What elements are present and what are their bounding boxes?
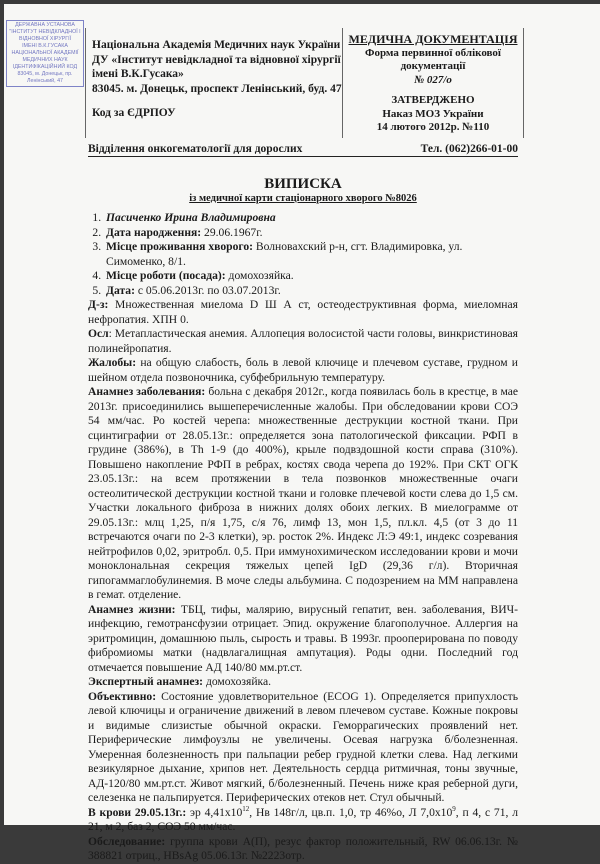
diagnosis (88, 298, 518, 327)
complaints (88, 356, 518, 385)
form-number: № 027/о (414, 73, 452, 86)
section-label: Объективно: (88, 689, 157, 703)
stamp-line: ДЕРЖАВНА УСТАНОВА (15, 22, 75, 28)
section-text: : Метапластическая анемия. Аллопеция волосистой части головы, винкристиновая полинейропатия. (88, 327, 518, 355)
life-history (88, 603, 518, 676)
stamp-line: 83045, м. Донецьк, пр. Ленінський, 47 (17, 71, 73, 84)
exponent: 9 (452, 804, 456, 813)
doc-type: МЕДИЧНА ДОКУМЕНТАЦІЯ (348, 32, 518, 46)
institute-address: 83045. м. Донецьк, проспект Ленінський, буд. 47 (92, 82, 342, 95)
section-label: Жалобы: (88, 356, 137, 369)
patient-info-list (88, 211, 518, 298)
academy-name: Національна Академія Медичних наук України (92, 39, 341, 51)
field-value: домохозяйка. (225, 269, 294, 282)
section-text: ТБЦ, тифы, малярию, вирусный гепатит, вен. заболевания, ВИЧ-инфекцию, гемотрансфузии отрицает. Эпид. окружение благополучное. Аллергия на эритромицин, домашнюю пыль, сырость и травы. В 1993г. прооперирована по поводу фибромиомы матки (надвлагалищная ампутация). Роды одни. Последний год отмечается повышение АД 140/80 мм.рт.ст. (88, 602, 518, 674)
stamp-line: ІМЕНІ В.К.ГУСАКА (22, 43, 68, 49)
patient-name (104, 211, 518, 226)
patient-name-value: Пасиченко Ирина Владимировна (106, 211, 276, 224)
section-label: Анамнез заболевания: (88, 385, 206, 398)
department-name: Відділення онкогематології для дорослих (88, 143, 303, 155)
field-label: Дата: (106, 283, 135, 297)
section-label: В крови 29.05.13г.: (88, 805, 187, 819)
department-line (88, 143, 518, 157)
field-value: 29.06.1967г. (201, 225, 263, 239)
field-value: Волновахский р-н, сгт. Владимировка, ул. Симоменко, 8/1. (106, 240, 463, 268)
document-body (88, 211, 518, 864)
section-label: Анамнез жизни: (88, 602, 176, 616)
form-header (343, 28, 524, 138)
expert-history (88, 675, 518, 690)
approved-label: ЗАТВЕРДЖЕНО (391, 94, 475, 106)
exponent: 12 (242, 804, 250, 813)
stamp-line: ІДЕНТИФІКАЦІЙНИЙ КОД (12, 64, 78, 70)
section-text: на общую слабость, боль в левой ключице и плечевом суставе, грудном и шейном отдела позвоночника, субфебрильную температуру. (88, 356, 518, 384)
section-text: больна с декабря 2012г., когда появилась боль в крестце, в мае 2013г. присоединились вышеперечисленные жалобы. При обследовании крови СОЭ 54 мм/час. Ро костей черепа: множественные деструкции костной ткани. При сцинтиграфии от 28.05.13г.: определяется зона патологической фиксации. РФП в грудине (386%), в Th 1-9 (до 400%), крыле подвздошной кости справа (310%). Повышено накопление РФП в ребрах, костях свода черепа до 192%. При СКТ ОГК 23.05.13г.: на всем протяжении в тела позвонков множественные очаги остеолитической деструкции костной ткани и головке плечевой кости слева до 1,5 см. Участки локального фиброза в нижних долях обоих легких. В миелограмме от 29.05.13г.: млц 1,25, п/я 1,75, с/я 76, лимф 13, мон 1,5, пл.кл. 4,5 (от 3 до 11 встречаются очаги по 2-3 клетки), эр. росток 2%. Индекс Л:Э 49:1, индекс созревания нейтрофилов 0,02, эритробл. 0,5. При иммунохимическом исследовании крови и мочи моноклональная секреция тяжелых цепей IgD (29,36 г/л). Вторичная гипогаммаглобулинемия. В моче следы альбумина. С подозрением на ММ направлена в гемат. отделение. (88, 385, 519, 601)
residence (104, 240, 518, 269)
birth-date (104, 226, 518, 241)
form-label: Форма первинної облікової документації (365, 46, 501, 72)
section-text: Состояние удовлетворительное (ECOG 1). Определяется припухлость левой ключицы и ограничение движений в левом плечевом суставе. Кожные покровы и видимые слизистые обычной окраски. Геморрагических проявлений нет. Периферические лимфоузлы не увеличены. Осевая нагрузка б/болезненная. Умеренная болезненность при пальпации ребер грудной клетки слева. Над легкими везикулярное дыхание, хрипов нет. Деятельность сердца ритмичная, тоны звучные, АД-120/80 мм.рт.ст. Живот мягкий, б/болезненный. Печень ниже края реберной дуги, селезенка не пальпируется. Периферических отеков нет. Стул обычный. (88, 689, 518, 804)
examination (88, 835, 518, 864)
document-title: ВИПИСКА (264, 176, 342, 192)
field-label: Дата народження: (106, 225, 202, 239)
blood-text: , п 4, с 71, л 21, м 2, баз 2, СОЭ 50 мм/час. (88, 805, 518, 833)
order-label: Наказ МОЗ України (382, 107, 484, 120)
institution-header (85, 28, 343, 138)
dates (104, 284, 518, 299)
section-label: Осл (88, 327, 109, 340)
blood-text: эр 4,41x10 (186, 805, 243, 819)
field-value: с 05.06.2013г. по 03.07.2013г. (134, 283, 281, 297)
section-label: Экспертный анамнез: (88, 675, 204, 688)
blood-text: , Нв 148г/л, цв.п. 1,0, тр 46%о, Л 7,0x10 (249, 805, 453, 819)
section-text: Множественная миелома D Ш А ст, остеодеструктивная форма, миеломная нефропатия. ХПН 0. (88, 298, 518, 326)
workplace (104, 269, 518, 284)
disease-history (88, 385, 518, 603)
field-label: Місце проживання хворого: (106, 240, 253, 253)
institution-stamp (6, 20, 84, 87)
stamp-line: НАЦІОНАЛЬНОЇ АКАДЕМІЇ МЕДИЧНИХ НАУК (11, 50, 79, 63)
section-label: Обследование: (88, 834, 166, 848)
complications (88, 327, 518, 356)
department-phone: Тел. (062)266-01-00 (420, 143, 518, 155)
blood-test (88, 806, 518, 835)
section-text: группа крови А(П), резус фактор положительный, RW 06.06.13г. № 388821 отриц., HBsAg 05.06.13г. №2223отр. (88, 834, 518, 862)
field-label: Місце роботи (посада): (106, 269, 226, 282)
stamp-line: "ІНСТИТУТ НЕВІДКЛАДНОЇ І ВІДНОВНОЇ ХІРУРГІЇ (9, 29, 81, 42)
section-label: Д-з: (88, 298, 109, 311)
order-date: 14 лютого 2012р. №110 (376, 121, 490, 133)
document-subtitle: із медичної карти стаціонарного хворого №8026 (189, 193, 417, 204)
institute-name: ДУ «Інститут невідкладної та відновної хірургії імені В.К.Гусака» (92, 53, 341, 80)
edrpou-code: Код за ЄДРПОУ (92, 107, 176, 119)
objective-exam (88, 690, 518, 806)
section-text: домохозяйка. (203, 675, 272, 688)
